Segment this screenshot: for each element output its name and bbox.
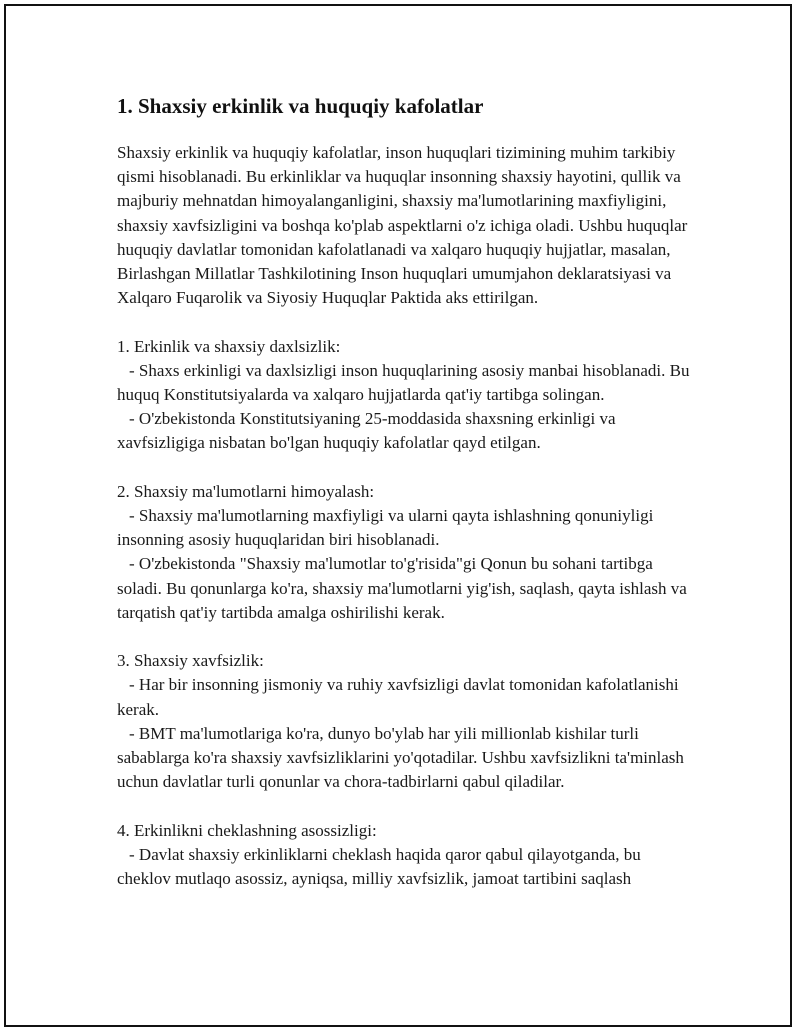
- section-bullet: - BMT ma'lumotlariga ko'ra, dunyo bo'ylab har yili millionlab kishilar turli sabablarga ko'ra shaxsiy xavfsizliklarini yo'qotadilar. Ushbu xavfsizlikni ta'minlash uchun davlatlar turli qonunlar va chora-tadbirlarni qabul qiladilar.: [117, 723, 684, 792]
- section-bullet: - Har bir insonning jismoniy va ruhiy xavfsizligi davlat tomonidan kafolatlanishi kerak.: [117, 675, 679, 719]
- intro-paragraph: Shaxsiy erkinlik va huquqiy kafolatlar, inson huquqlari tizimining muhim tarkibiy qismi hisoblanadi. Bu erkinliklar va huquqlar insonning shaxsiy hayotini, qullik va majburiy mehnatdan himoyalanganligini, shaxsiy ma'lumotlarining maxfiyligini, shaxsiy xavfsizligini va boshqa ko'plab aspektlarni o'z ichiga oladi. Ushbu huquqlar huquqiy davlatlar tomonidan kafolatlanadi va xalqaro huquqiy hujjatlar, masalan, Birlashgan Millatlar Tashkilotining Inson huquqlari umumjahon deklaratsiyasi va Xalqaro Fuqarolik va Siyosiy Huquqlar Paktida aks ettirilgan.: [117, 143, 692, 308]
- section-xavfsizlik: [117, 649, 697, 794]
- document-title: 1. Shaxsiy erkinlik va huquqiy kafolatlar: [117, 94, 484, 118]
- section-bullet: - Davlat shaxsiy erkinliklarni cheklash haqida qaror qabul qilayotganda, bu cheklov mutlaqo asossiz, ayniqsa, milliy xavfsizlik, jamoat tartibini saqlash: [117, 844, 641, 889]
- section-cheklash: [117, 819, 697, 892]
- section-heading: 4. Erkinlikni cheklashning asossizligi:: [117, 820, 377, 840]
- section-bullet: - O'zbekistonda "Shaxsiy ma'lumotlar to'g'risida"gi Qonun bu sohani tartibga soladi. Bu qonunlarga ko'ra, shaxsiy ma'lumotlarni yig'ish, saqlash, qayta ishlash va tarqatish qat'iy tartibda amalga oshirilishi kerak.: [117, 554, 687, 622]
- section-bullet: - O'zbekistonda Konstitutsiyaning 25-moddasida shaxsning erkinligi va xavfsizligiga nisbatan bo'lgan huquqiy kafolatlar qayd etilgan.: [117, 409, 616, 453]
- section-erkinlik: [117, 335, 697, 456]
- section-heading: 3. Shaxsiy xavfsizlik:: [117, 651, 264, 671]
- document-body: [117, 92, 697, 891]
- section-bullet: - Shaxs erkinligi va daxlsizligi inson huquqlarining asosiy manbai hisoblanadi. Bu huquq Konstitutsiyalarda va xalqaro hujjatlarda qat'iy tartibga solingan.: [117, 360, 690, 405]
- section-heading: 1. Erkinlik va shaxsiy daxlsizlik:: [117, 336, 341, 356]
- section-malumotlar: [117, 480, 697, 625]
- section-bullet: - Shaxsiy ma'lumotlarning maxfiyligi va ularni qayta ishlashning qonuniyligi insonning asosiy huquqlaridan biri hisoblanadi.: [117, 506, 654, 550]
- section-heading: 2. Shaxsiy ma'lumotlarni himoyalash:: [117, 481, 375, 501]
